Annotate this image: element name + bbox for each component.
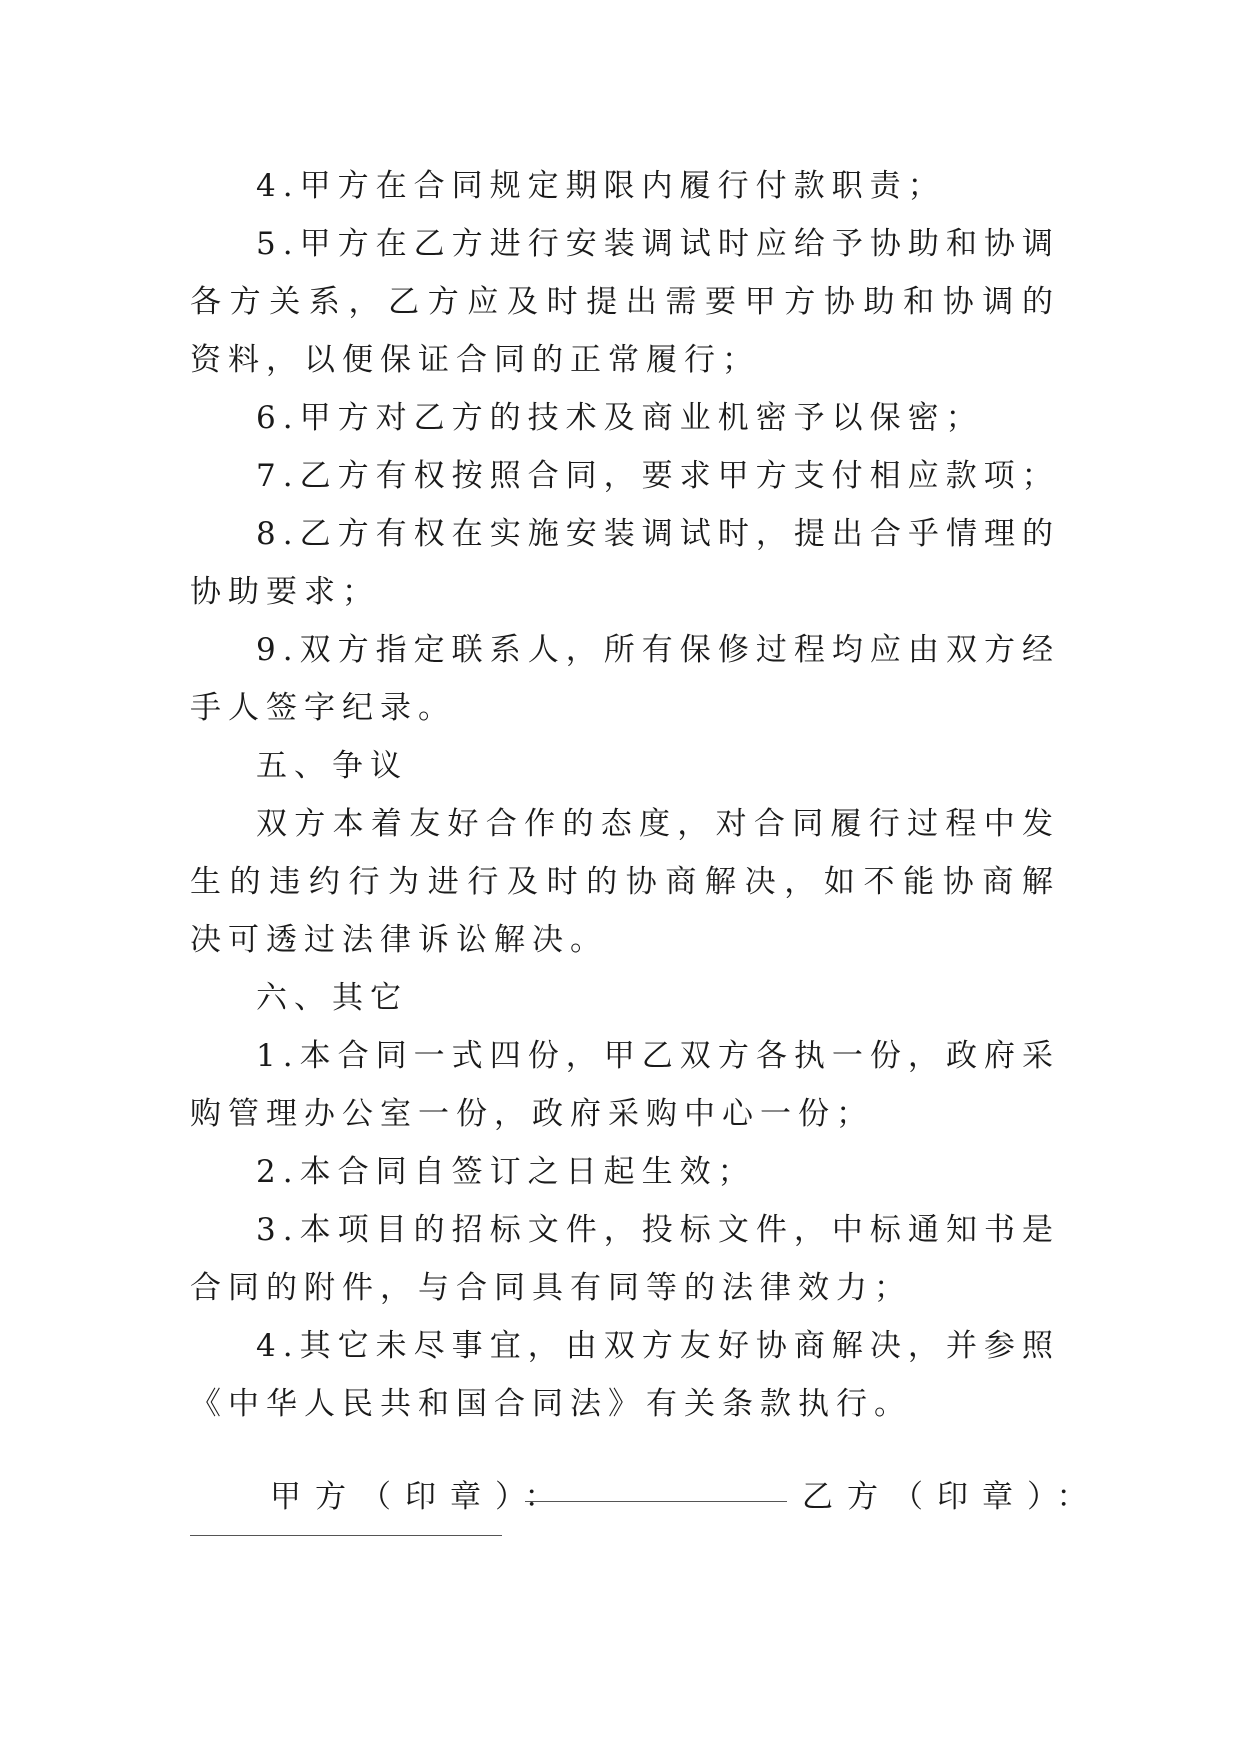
party-b-signature-blank [190,1535,502,1536]
other-clause-3: 3.本项目的招标文件，投标文件，中标通知书是合同的附件，与合同具有同等的法律效力； [190,1212,1060,1306]
dispute-text: 双方本着友好合作的态度，对合同履行过程中发生的违约行为进行及时的协商解决，如不能协商解决可透过法律诉讼解决。 [190,806,1060,958]
clause-9-contacts: 9.双方指定联系人，所有保修过程均应由双方经手人签字纪录。 [190,632,1060,726]
other-clause-4: 4.其它未尽事宜，由双方友好协商解决，并参照《中华人民共和国合同法》有关条款执行。 [190,1328,1060,1422]
clause-6-confidentiality: 6.甲方对乙方的技术及商业机密予以保密； [256,400,984,436]
other-clause-2: 2.本合同自签订之日起生效； [256,1154,756,1190]
section-heading-dispute: 五、争议 [256,748,408,784]
clause-7-payment-right: 7.乙方有权按照合同，要求甲方支付相应款项； [256,458,1060,494]
party-b-seal-label: 乙方（印章）： [802,1479,1102,1515]
other-clause-1: 1.本合同一式四份，甲乙双方各执一份，政府采购管理办公室一份，政府采购中心一份； [190,1038,1060,1132]
clause-5-coordination: 5.甲方在乙方进行安装调试时应给予协助和协调各方关系，乙方应及时提出需要甲方协助和协调的资料，以便保证合同的正常履行； [190,226,1060,378]
clause-8-assistance: 8.乙方有权在实施安装调试时，提出合乎情理的协助要求； [190,516,1060,610]
contract-body [190,157,1060,1433]
party-a-seal-label: 甲方（印章）： [270,1479,570,1515]
section-heading-other: 六、其它 [256,980,408,1016]
clause-4-payment: 4.甲方在合同规定期限内履行付款职责； [256,168,946,204]
party-a-signature-blank [525,1471,787,1502]
